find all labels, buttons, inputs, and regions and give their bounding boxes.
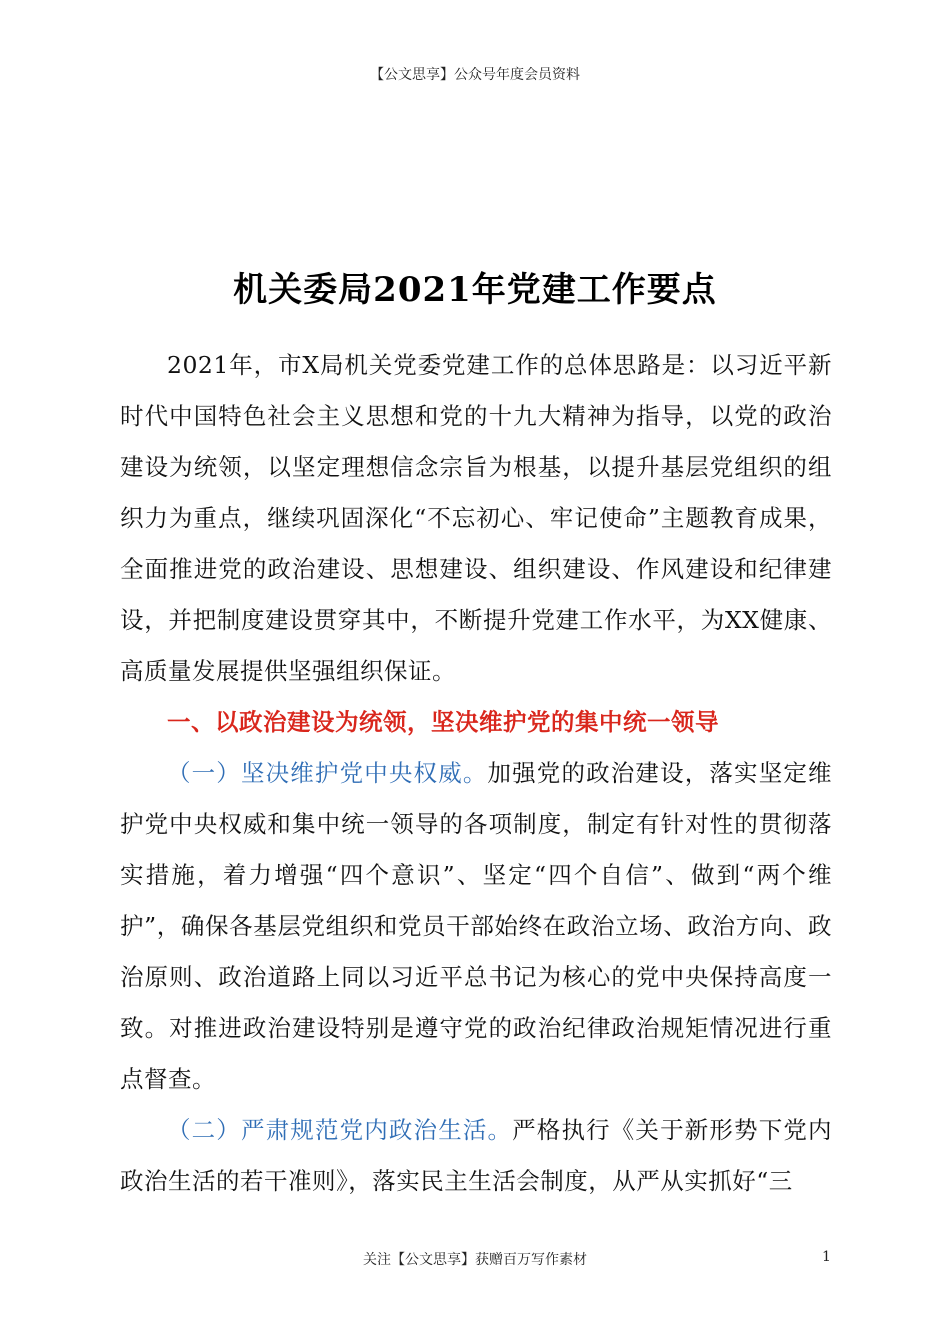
item-2-heading: （二）严肃规范党内政治生活。 (167, 1116, 513, 1144)
page-header: 【公文思享】公众号年度会员资料 (370, 67, 580, 83)
section-heading: 一、以政治建设为统领，坚决维护党的集中统一领导 (167, 708, 719, 736)
item-2-body: 严格执行《关于新形势下党内政治生活的若干准则》，落实民主生活会制度，从严从实抓好“三 (120, 1116, 833, 1195)
page-number: 1 (822, 1249, 831, 1265)
item-1-paragraph (120, 748, 832, 1105)
intro-paragraph: 2021年，市X局机关党委党建工作的总体思路是：以习近平新时代中国特色社会主义思想和党的十九大精神为指导，以党的政治建设为统领，以坚定理想信念宗旨为根基，以提升基层党组织的组织力为重点，继续巩固深化“不忘初心、牢记使命”主题教育成果，全面推进党的政治建设、思想建设、组织建设、作风建设和纪律建设，并把制度建设贯穿其中，不断提升党建工作水平，为XX健康、高质量发展提供坚强组织保证。 (120, 351, 832, 685)
item-1-body: 加强党的政治建设，落实坚定维护党中央权威和集中统一领导的各项制度，制定有针对性的贯彻落实措施，着力增强“四个意识”、坚定“四个自信”、做到“两个维护”，确保各基层党组织和党员干部始终在政治立场、政治方向、政治原则、政治道路上同以习近平总书记为核心的党中央保持高度一致。对推进政治建设特别是遵守党的政治纪律政治规矩情况进行重点督查。 (120, 759, 832, 1093)
item-1-heading: （一）坚决维护党中央权威。 (167, 759, 488, 787)
document-body (120, 340, 832, 1207)
document-title: 机关委局2021年党建工作要点 (233, 270, 717, 310)
item-2-paragraph (120, 1105, 832, 1207)
page-footer: 关注【公文思享】获赠百万写作素材 (363, 1252, 587, 1268)
